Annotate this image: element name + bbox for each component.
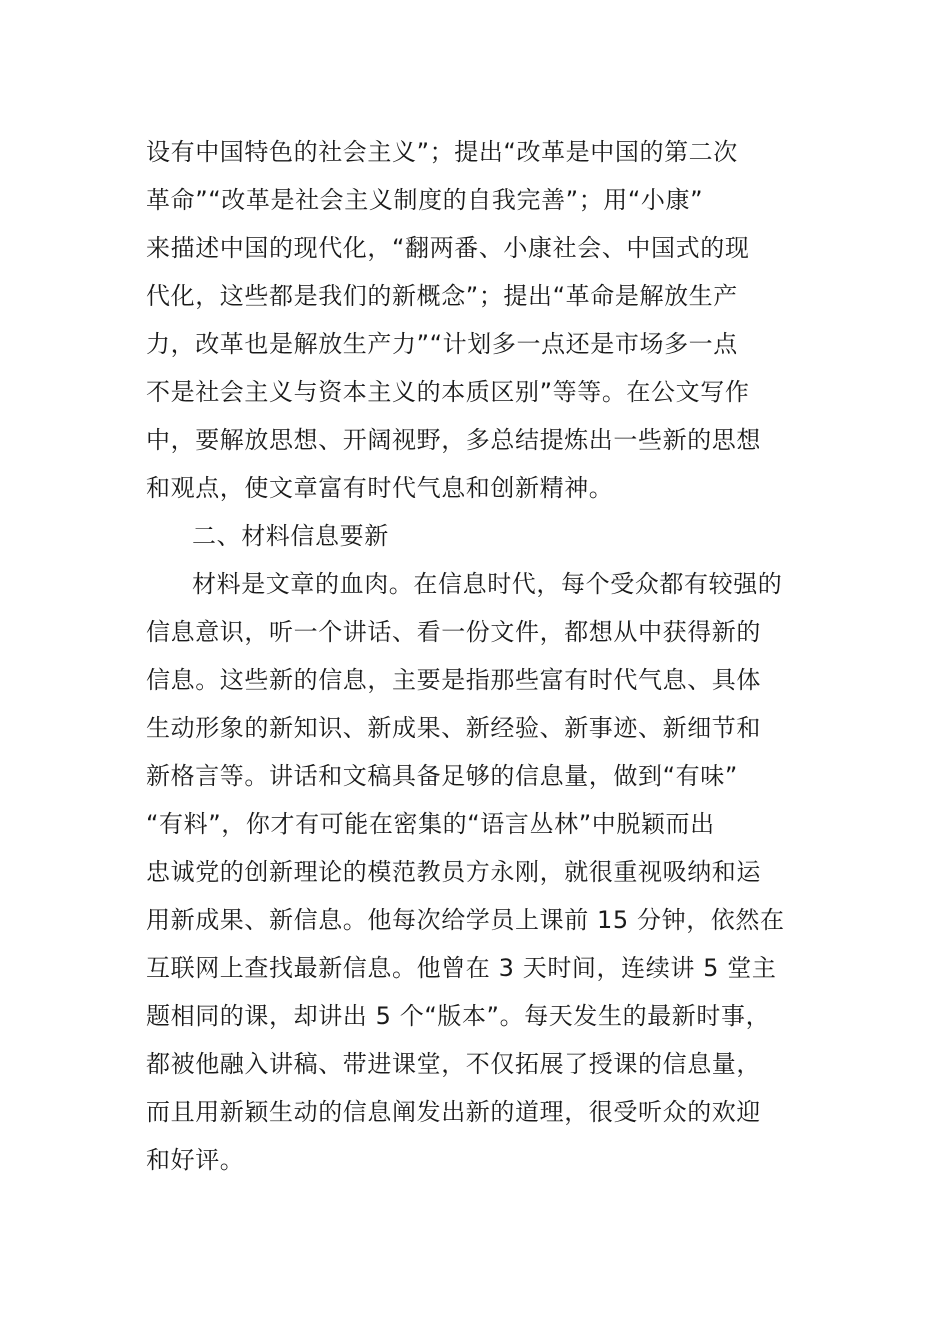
paragraph-first-line: 材料是文章的血肉。在信息时代，每个受众都有较强的 bbox=[192, 570, 783, 598]
text-line: 都被他融入讲稿、带进课堂，不仅拓展了授课的信息量， bbox=[146, 1050, 761, 1078]
text-line: 和好评。 bbox=[146, 1146, 245, 1174]
text-line: 中，要解放思想、开阔视野，多总结提炼出一些新的思想 bbox=[146, 426, 761, 454]
text-line: 互联网上查找最新信息。他曾在 3 天时间，连续讲 5 堂主 bbox=[146, 954, 777, 982]
text-line: 来描述中国的现代化，“翻两番、小康社会、中国式的现 bbox=[146, 234, 750, 262]
document-body bbox=[146, 128, 816, 1184]
text-line: 信息意识，听一个讲话、看一份文件，都想从中获得新的 bbox=[146, 618, 761, 646]
text-line: 力，改革也是解放生产力”“计划多一点还是市场多一点 bbox=[146, 330, 738, 358]
text-line: 信息。这些新的信息，主要是指那些富有时代气息、具体 bbox=[146, 666, 761, 694]
text-line: 忠诚党的创新理论的模范教员方永刚，就很重视吸纳和运 bbox=[146, 858, 761, 886]
text-line: 生动形象的新知识、新成果、新经验、新事迹、新细节和 bbox=[146, 714, 761, 742]
text-line: 代化，这些都是我们的新概念”；提出“革命是解放生产 bbox=[146, 282, 738, 310]
text-line: 新格言等。讲话和文稿具备足够的信息量，做到“有味” bbox=[146, 762, 738, 790]
text-line: 和观点，使文章富有时代气息和创新精神。 bbox=[146, 474, 614, 502]
text-line: 而且用新颖生动的信息阐发出新的道理，很受听众的欢迎 bbox=[146, 1098, 761, 1126]
text-line: 用新成果、新信息。他每次给学员上课前 15 分钟，依然在 bbox=[146, 906, 785, 934]
text-line: 题相同的课，却讲出 5 个“版本”。每天发生的最新时事， bbox=[146, 1002, 771, 1030]
section-heading: 二、材料信息要新 bbox=[192, 522, 389, 550]
text-line: “有料”，你才有可能在密集的“语言丛林”中脱颖而出 bbox=[146, 810, 715, 838]
text-line: 设有中国特色的社会主义”；提出“改革是中国的第二次 bbox=[146, 138, 738, 166]
text-line: 不是社会主义与资本主义的本质区别”等等。在公文写作 bbox=[146, 378, 750, 406]
text-line: 革命”“改革是社会主义制度的自我完善”；用“小康” bbox=[146, 186, 704, 214]
